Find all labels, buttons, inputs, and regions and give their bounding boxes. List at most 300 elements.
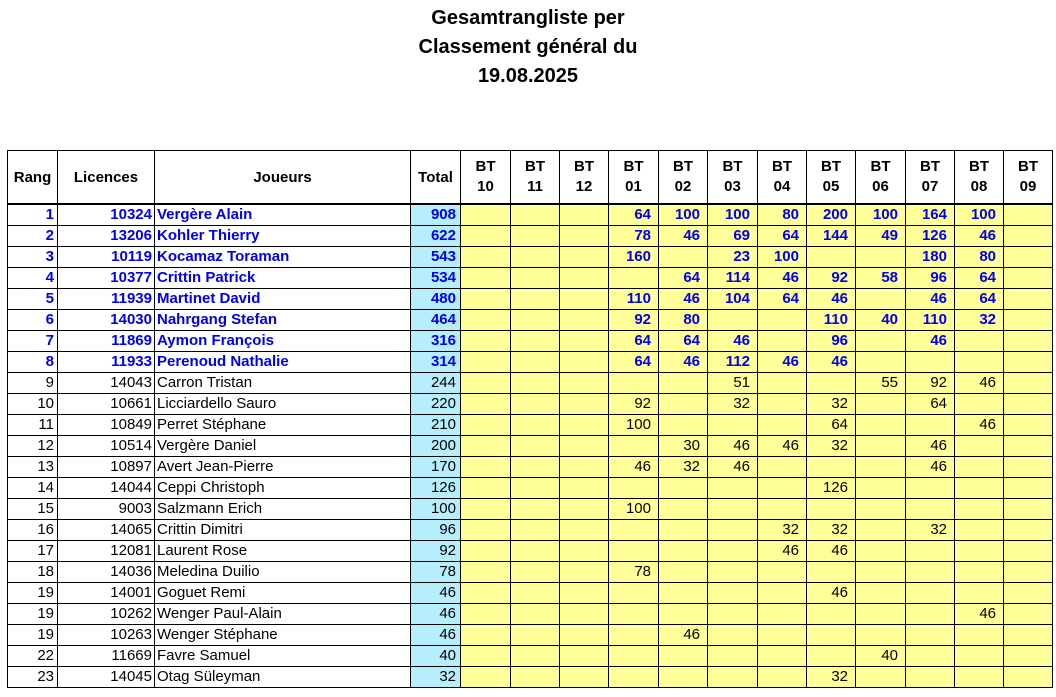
total-cell: 170 <box>411 457 461 478</box>
player-name-cell: Wenger Stéphane <box>155 625 411 646</box>
points-cell-bt-04: 46 <box>758 541 807 562</box>
points-cell-bt-07 <box>906 604 955 625</box>
points-cell-bt-12 <box>560 394 609 415</box>
points-cell-bt-12 <box>560 226 609 247</box>
points-cell-bt-04: 80 <box>758 204 807 226</box>
licence-cell: 14045 <box>58 667 155 688</box>
points-cell-bt-06: 55 <box>856 373 906 394</box>
points-cell-bt-10 <box>461 520 511 541</box>
points-cell-bt-03 <box>708 499 758 520</box>
points-cell-bt-04 <box>758 373 807 394</box>
points-cell-bt-01: 100 <box>609 415 659 436</box>
points-cell-bt-07: 46 <box>906 457 955 478</box>
points-cell-bt-11 <box>511 394 560 415</box>
points-cell-bt-04: 46 <box>758 436 807 457</box>
points-cell-bt-02 <box>659 373 708 394</box>
points-cell-bt-04 <box>758 478 807 499</box>
points-cell-bt-06 <box>856 394 906 415</box>
points-cell-bt-07 <box>906 541 955 562</box>
points-cell-bt-11 <box>511 583 560 604</box>
points-cell-bt-01 <box>609 520 659 541</box>
points-cell-bt-05 <box>807 604 856 625</box>
points-cell-bt-03 <box>708 667 758 688</box>
points-cell-bt-07: 46 <box>906 331 955 352</box>
points-cell-bt-10 <box>461 268 511 289</box>
points-cell-bt-12 <box>560 415 609 436</box>
points-cell-bt-10 <box>461 478 511 499</box>
points-cell-bt-03 <box>708 646 758 667</box>
points-cell-bt-11 <box>511 541 560 562</box>
points-cell-bt-03 <box>708 625 758 646</box>
licence-cell: 10262 <box>58 604 155 625</box>
points-cell-bt-11 <box>511 373 560 394</box>
points-cell-bt-05: 46 <box>807 583 856 604</box>
points-cell-bt-08 <box>955 520 1004 541</box>
points-cell-bt-09 <box>1004 331 1053 352</box>
points-cell-bt-01 <box>609 373 659 394</box>
player-name-cell: Martinet David <box>155 289 411 310</box>
player-name-cell: Perenoud Nathalie <box>155 352 411 373</box>
points-cell-bt-07 <box>906 352 955 373</box>
points-cell-bt-01: 92 <box>609 310 659 331</box>
licence-cell: 11669 <box>58 646 155 667</box>
points-cell-bt-06 <box>856 541 906 562</box>
header-bt-03: BT 03 <box>708 151 758 205</box>
points-cell-bt-06: 49 <box>856 226 906 247</box>
points-cell-bt-09 <box>1004 226 1053 247</box>
points-cell-bt-02: 30 <box>659 436 708 457</box>
points-cell-bt-06 <box>856 289 906 310</box>
total-cell: 543 <box>411 247 461 268</box>
points-cell-bt-07: 32 <box>906 520 955 541</box>
rang-cell: 12 <box>8 436 58 457</box>
points-cell-bt-11 <box>511 646 560 667</box>
points-cell-bt-03: 112 <box>708 352 758 373</box>
total-cell: 316 <box>411 331 461 352</box>
points-cell-bt-12 <box>560 604 609 625</box>
points-cell-bt-01: 160 <box>609 247 659 268</box>
points-cell-bt-08 <box>955 499 1004 520</box>
points-cell-bt-07 <box>906 478 955 499</box>
points-cell-bt-02 <box>659 478 708 499</box>
points-cell-bt-11 <box>511 310 560 331</box>
table-row <box>8 331 1053 352</box>
points-cell-bt-11 <box>511 331 560 352</box>
points-cell-bt-10 <box>461 667 511 688</box>
points-cell-bt-12 <box>560 268 609 289</box>
points-cell-bt-10 <box>461 604 511 625</box>
rang-cell: 1 <box>8 204 58 226</box>
points-cell-bt-01 <box>609 604 659 625</box>
points-cell-bt-10 <box>461 562 511 583</box>
points-cell-bt-09 <box>1004 457 1053 478</box>
points-cell-bt-04: 64 <box>758 289 807 310</box>
licence-cell: 14001 <box>58 583 155 604</box>
licence-cell: 10849 <box>58 415 155 436</box>
points-cell-bt-10 <box>461 394 511 415</box>
licence-cell: 10119 <box>58 247 155 268</box>
points-cell-bt-10 <box>461 625 511 646</box>
points-cell-bt-11 <box>511 415 560 436</box>
points-cell-bt-02 <box>659 604 708 625</box>
player-name-cell: Kohler Thierry <box>155 226 411 247</box>
points-cell-bt-08: 32 <box>955 310 1004 331</box>
points-cell-bt-05 <box>807 499 856 520</box>
licence-cell: 14030 <box>58 310 155 331</box>
points-cell-bt-06 <box>856 331 906 352</box>
points-cell-bt-06 <box>856 352 906 373</box>
points-cell-bt-09 <box>1004 289 1053 310</box>
points-cell-bt-07 <box>906 415 955 436</box>
points-cell-bt-08: 46 <box>955 604 1004 625</box>
table-row <box>8 415 1053 436</box>
points-cell-bt-05: 46 <box>807 289 856 310</box>
points-cell-bt-06: 58 <box>856 268 906 289</box>
header-bt-02: BT 02 <box>659 151 708 205</box>
points-cell-bt-04 <box>758 646 807 667</box>
points-cell-bt-12 <box>560 520 609 541</box>
total-cell: 464 <box>411 310 461 331</box>
points-cell-bt-02: 46 <box>659 289 708 310</box>
player-name-cell: Otag Süleyman <box>155 667 411 688</box>
points-cell-bt-02 <box>659 667 708 688</box>
points-cell-bt-11 <box>511 562 560 583</box>
points-cell-bt-05: 46 <box>807 352 856 373</box>
points-cell-bt-03 <box>708 478 758 499</box>
points-cell-bt-07: 110 <box>906 310 955 331</box>
points-cell-bt-03 <box>708 604 758 625</box>
points-cell-bt-03: 114 <box>708 268 758 289</box>
licence-cell: 14036 <box>58 562 155 583</box>
header-bt-01: BT 01 <box>609 151 659 205</box>
table-row <box>8 436 1053 457</box>
header-bt-08: BT 08 <box>955 151 1004 205</box>
licence-cell: 10661 <box>58 394 155 415</box>
points-cell-bt-07 <box>906 667 955 688</box>
licence-cell: 13206 <box>58 226 155 247</box>
table-row <box>8 520 1053 541</box>
points-cell-bt-12 <box>560 478 609 499</box>
rang-cell: 19 <box>8 583 58 604</box>
points-cell-bt-12 <box>560 352 609 373</box>
points-cell-bt-10 <box>461 204 511 226</box>
licence-cell: 10377 <box>58 268 155 289</box>
total-cell: 480 <box>411 289 461 310</box>
table-row <box>8 457 1053 478</box>
points-cell-bt-08 <box>955 562 1004 583</box>
points-cell-bt-10 <box>461 373 511 394</box>
points-cell-bt-01: 64 <box>609 352 659 373</box>
points-cell-bt-09 <box>1004 373 1053 394</box>
licence-cell: 12081 <box>58 541 155 562</box>
points-cell-bt-05: 32 <box>807 667 856 688</box>
points-cell-bt-05: 200 <box>807 204 856 226</box>
points-cell-bt-02 <box>659 415 708 436</box>
licence-cell: 11933 <box>58 352 155 373</box>
licence-cell: 14044 <box>58 478 155 499</box>
player-name-cell: Crittin Patrick <box>155 268 411 289</box>
total-cell: 126 <box>411 478 461 499</box>
points-cell-bt-08 <box>955 457 1004 478</box>
points-cell-bt-07 <box>906 562 955 583</box>
points-cell-bt-02: 100 <box>659 204 708 226</box>
points-cell-bt-02: 64 <box>659 268 708 289</box>
rang-cell: 8 <box>8 352 58 373</box>
points-cell-bt-10 <box>461 457 511 478</box>
points-cell-bt-07: 126 <box>906 226 955 247</box>
points-cell-bt-02 <box>659 646 708 667</box>
points-cell-bt-08 <box>955 541 1004 562</box>
player-name-cell: Laurent Rose <box>155 541 411 562</box>
points-cell-bt-03: 51 <box>708 373 758 394</box>
player-name-cell: Wenger Paul-Alain <box>155 604 411 625</box>
points-cell-bt-11 <box>511 289 560 310</box>
licence-cell: 10324 <box>58 204 155 226</box>
points-cell-bt-09 <box>1004 310 1053 331</box>
points-cell-bt-05 <box>807 247 856 268</box>
points-cell-bt-09 <box>1004 625 1053 646</box>
player-name-cell: Goguet Remi <box>155 583 411 604</box>
points-cell-bt-03: 104 <box>708 289 758 310</box>
points-cell-bt-10 <box>461 310 511 331</box>
points-cell-bt-12 <box>560 625 609 646</box>
title-line-3: 19.08.2025 <box>477 65 579 87</box>
points-cell-bt-02 <box>659 562 708 583</box>
points-cell-bt-10 <box>461 436 511 457</box>
points-cell-bt-04 <box>758 331 807 352</box>
table-row <box>8 667 1053 688</box>
points-cell-bt-06 <box>856 457 906 478</box>
points-cell-bt-02: 46 <box>659 226 708 247</box>
rang-cell: 15 <box>8 499 58 520</box>
points-cell-bt-04 <box>758 499 807 520</box>
table-row <box>8 478 1053 499</box>
points-cell-bt-06 <box>856 604 906 625</box>
licence-cell: 11869 <box>58 331 155 352</box>
rang-cell: 5 <box>8 289 58 310</box>
table-row <box>8 204 1053 226</box>
points-cell-bt-03 <box>708 562 758 583</box>
points-cell-bt-06 <box>856 415 906 436</box>
points-cell-bt-09 <box>1004 478 1053 499</box>
table-row <box>8 268 1053 289</box>
points-cell-bt-11 <box>511 625 560 646</box>
points-cell-bt-12 <box>560 646 609 667</box>
header-bt-11: BT 11 <box>511 151 560 205</box>
points-cell-bt-12 <box>560 499 609 520</box>
points-cell-bt-01 <box>609 541 659 562</box>
player-name-cell: Carron Tristan <box>155 373 411 394</box>
points-cell-bt-11 <box>511 436 560 457</box>
table-row <box>8 562 1053 583</box>
points-cell-bt-03: 46 <box>708 457 758 478</box>
points-cell-bt-05: 96 <box>807 331 856 352</box>
points-cell-bt-05 <box>807 457 856 478</box>
points-cell-bt-02 <box>659 520 708 541</box>
total-cell: 220 <box>411 394 461 415</box>
points-cell-bt-09 <box>1004 499 1053 520</box>
points-cell-bt-05 <box>807 562 856 583</box>
points-cell-bt-04 <box>758 562 807 583</box>
points-cell-bt-10 <box>461 331 511 352</box>
points-cell-bt-05: 32 <box>807 394 856 415</box>
points-cell-bt-12 <box>560 436 609 457</box>
table-row <box>8 541 1053 562</box>
table-row <box>8 310 1053 331</box>
points-cell-bt-05 <box>807 625 856 646</box>
points-cell-bt-07: 164 <box>906 204 955 226</box>
points-cell-bt-06 <box>856 667 906 688</box>
table-row <box>8 604 1053 625</box>
header-bt-09: BT 09 <box>1004 151 1053 205</box>
points-cell-bt-07: 64 <box>906 394 955 415</box>
points-cell-bt-04 <box>758 457 807 478</box>
points-cell-bt-03: 32 <box>708 394 758 415</box>
points-cell-bt-02: 46 <box>659 625 708 646</box>
points-cell-bt-09 <box>1004 352 1053 373</box>
points-cell-bt-01: 92 <box>609 394 659 415</box>
points-cell-bt-03: 23 <box>708 247 758 268</box>
points-cell-bt-01 <box>609 436 659 457</box>
total-cell: 200 <box>411 436 461 457</box>
points-cell-bt-05: 92 <box>807 268 856 289</box>
player-name-cell: Perret Stéphane <box>155 415 411 436</box>
total-cell: 32 <box>411 667 461 688</box>
points-cell-bt-08: 100 <box>955 204 1004 226</box>
points-cell-bt-07 <box>906 646 955 667</box>
points-cell-bt-01 <box>609 583 659 604</box>
points-cell-bt-01 <box>609 268 659 289</box>
licence-cell: 10263 <box>58 625 155 646</box>
points-cell-bt-01: 46 <box>609 457 659 478</box>
total-cell: 96 <box>411 520 461 541</box>
table-row <box>8 625 1053 646</box>
points-cell-bt-03 <box>708 583 758 604</box>
points-cell-bt-08 <box>955 436 1004 457</box>
licence-cell: 14043 <box>58 373 155 394</box>
licence-cell: 14065 <box>58 520 155 541</box>
points-cell-bt-11 <box>511 352 560 373</box>
rang-cell: 17 <box>8 541 58 562</box>
points-cell-bt-04 <box>758 394 807 415</box>
points-cell-bt-12 <box>560 667 609 688</box>
points-cell-bt-12 <box>560 247 609 268</box>
points-cell-bt-01 <box>609 667 659 688</box>
ranking-table <box>7 150 1053 688</box>
points-cell-bt-04 <box>758 625 807 646</box>
points-cell-bt-01: 110 <box>609 289 659 310</box>
points-cell-bt-06 <box>856 478 906 499</box>
points-cell-bt-03 <box>708 520 758 541</box>
points-cell-bt-07: 46 <box>906 289 955 310</box>
points-cell-bt-03: 100 <box>708 204 758 226</box>
points-cell-bt-08 <box>955 331 1004 352</box>
total-cell: 314 <box>411 352 461 373</box>
header-joueurs: Joueurs <box>155 151 411 205</box>
points-cell-bt-07: 180 <box>906 247 955 268</box>
player-name-cell: Avert Jean-Pierre <box>155 457 411 478</box>
points-cell-bt-11 <box>511 268 560 289</box>
points-cell-bt-04 <box>758 604 807 625</box>
rang-cell: 3 <box>8 247 58 268</box>
rang-cell: 10 <box>8 394 58 415</box>
points-cell-bt-01: 78 <box>609 562 659 583</box>
licence-cell: 10897 <box>58 457 155 478</box>
points-cell-bt-10 <box>461 352 511 373</box>
table-header-row <box>8 151 1053 205</box>
points-cell-bt-02 <box>659 541 708 562</box>
header-bt-05: BT 05 <box>807 151 856 205</box>
points-cell-bt-08: 64 <box>955 268 1004 289</box>
points-cell-bt-02: 32 <box>659 457 708 478</box>
points-cell-bt-04 <box>758 415 807 436</box>
rang-cell: 9 <box>8 373 58 394</box>
total-cell: 622 <box>411 226 461 247</box>
page-title <box>0 4 1056 91</box>
points-cell-bt-08: 46 <box>955 415 1004 436</box>
points-cell-bt-07 <box>906 583 955 604</box>
rang-cell: 4 <box>8 268 58 289</box>
total-cell: 92 <box>411 541 461 562</box>
points-cell-bt-05: 46 <box>807 541 856 562</box>
total-cell: 100 <box>411 499 461 520</box>
points-cell-bt-02: 46 <box>659 352 708 373</box>
points-cell-bt-03: 69 <box>708 226 758 247</box>
points-cell-bt-09 <box>1004 520 1053 541</box>
rang-cell: 18 <box>8 562 58 583</box>
player-name-cell: Meledina Duilio <box>155 562 411 583</box>
points-cell-bt-12 <box>560 289 609 310</box>
points-cell-bt-01 <box>609 625 659 646</box>
table-row <box>8 373 1053 394</box>
rang-cell: 22 <box>8 646 58 667</box>
table-row <box>8 226 1053 247</box>
player-name-cell: Licciardello Sauro <box>155 394 411 415</box>
points-cell-bt-08 <box>955 646 1004 667</box>
points-cell-bt-11 <box>511 457 560 478</box>
points-cell-bt-06 <box>856 436 906 457</box>
points-cell-bt-04 <box>758 310 807 331</box>
points-cell-bt-11 <box>511 667 560 688</box>
points-cell-bt-02 <box>659 499 708 520</box>
points-cell-bt-03: 46 <box>708 436 758 457</box>
rang-cell: 14 <box>8 478 58 499</box>
player-name-cell: Aymon François <box>155 331 411 352</box>
points-cell-bt-04 <box>758 583 807 604</box>
points-cell-bt-02 <box>659 394 708 415</box>
points-cell-bt-02: 80 <box>659 310 708 331</box>
points-cell-bt-06 <box>856 520 906 541</box>
table-row <box>8 646 1053 667</box>
player-name-cell: Vergère Alain <box>155 204 411 226</box>
rang-cell: 11 <box>8 415 58 436</box>
points-cell-bt-09 <box>1004 604 1053 625</box>
licence-cell: 9003 <box>58 499 155 520</box>
header-bt-10: BT 10 <box>461 151 511 205</box>
points-cell-bt-06 <box>856 583 906 604</box>
points-cell-bt-01: 78 <box>609 226 659 247</box>
points-cell-bt-07: 46 <box>906 436 955 457</box>
header-bt-12: BT 12 <box>560 151 609 205</box>
rang-cell: 13 <box>8 457 58 478</box>
player-name-cell: Salzmann Erich <box>155 499 411 520</box>
total-cell: 46 <box>411 625 461 646</box>
rang-cell: 23 <box>8 667 58 688</box>
points-cell-bt-01: 100 <box>609 499 659 520</box>
header-rang: Rang <box>8 151 58 205</box>
total-cell: 78 <box>411 562 461 583</box>
points-cell-bt-12 <box>560 541 609 562</box>
